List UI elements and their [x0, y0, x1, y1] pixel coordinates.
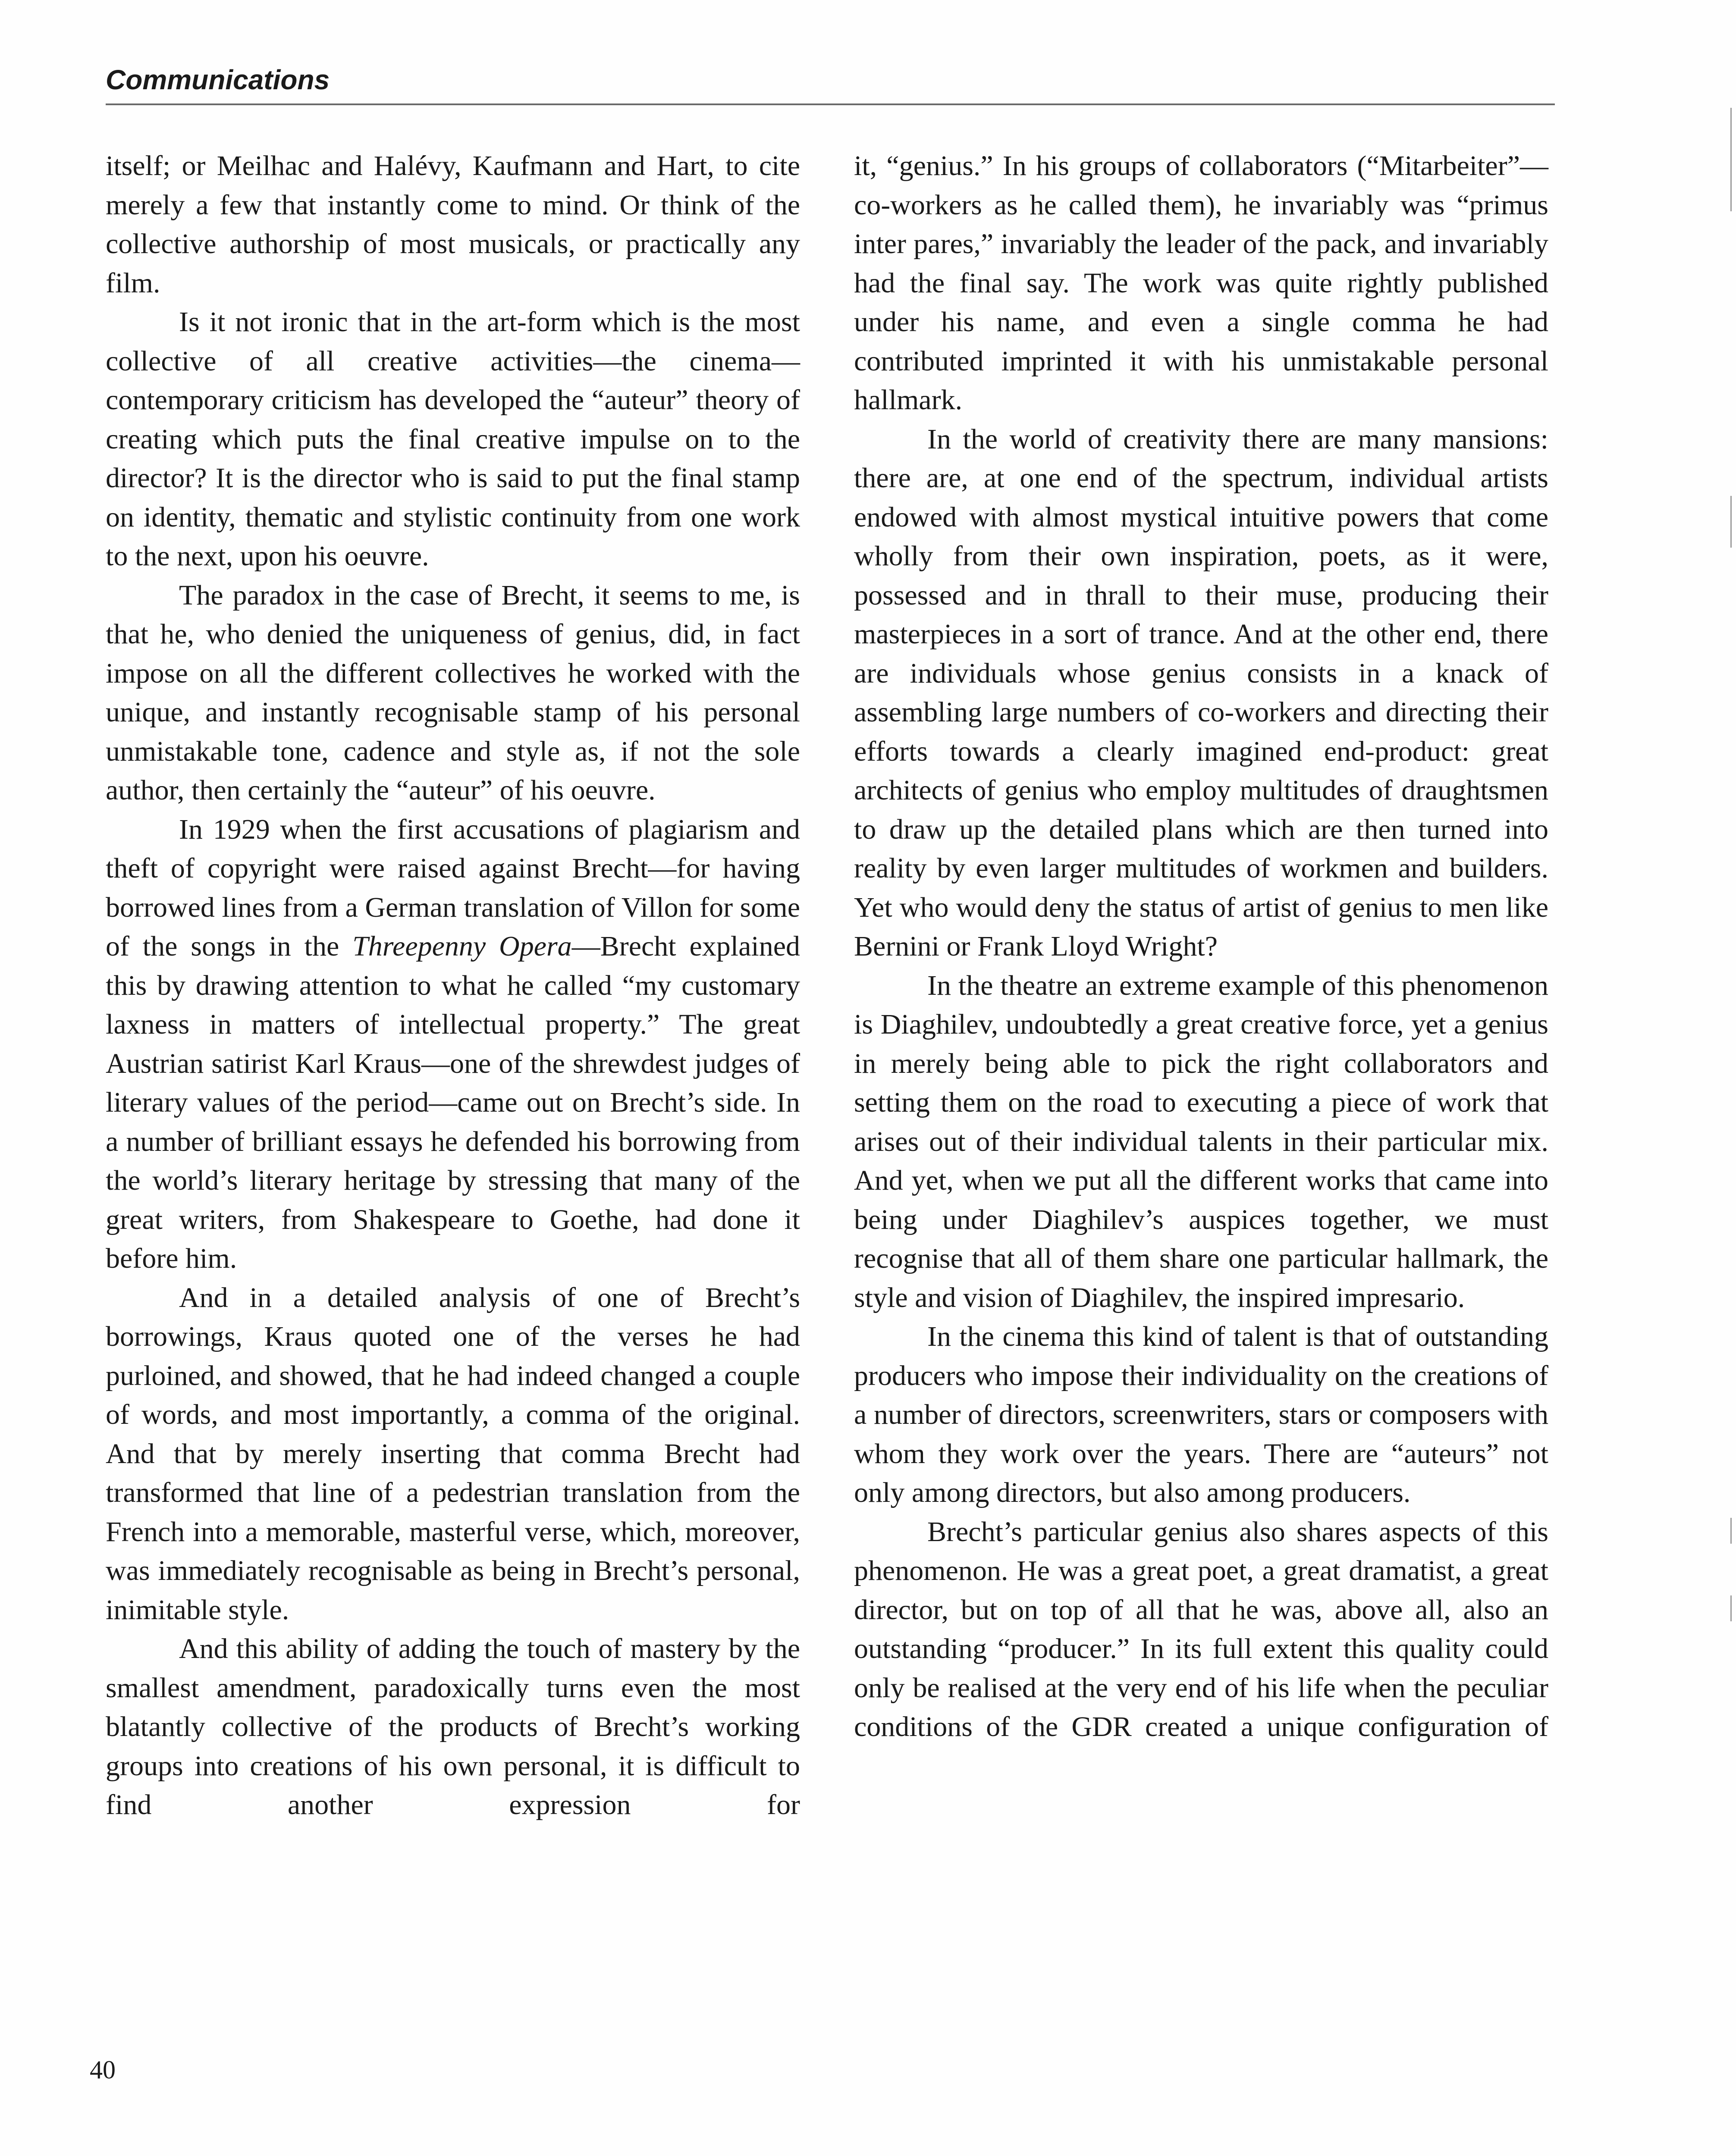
- paragraph-touch-of-mastery: And this ability of adding the touch of mastery by the smallest amendment, paradoxically turns even the most blatantly collective of the products of Brecht’s working groups into creations of his own personal, it is difficult to find another expression for: [106, 1633, 800, 1821]
- scan-edge-mark: [1730, 1518, 1732, 1544]
- paragraph-diaghilev: In the theatre an extreme example of this phenomenon is Diaghilev, undoubtedly a great creative force, yet a genius in merely being able to pick the right collaborators and setting them on the road to executing a piece of work that arises out of their individual talents in their particular mix. And yet, when we put all the different works that came into being under Diaghilev’s auspices together, we must recognise that all of them share one particular hallmark, the style and vision of Diaghilev, the inspired impresario.: [854, 969, 1548, 1313]
- running-head-section-title: Communications: [106, 64, 330, 95]
- page-number: 40: [90, 2056, 116, 2084]
- paragraph-auteur-theory: Is it not ironic that in the art-form which is the most collective of all creative activities—the cinema—contemporary criticism has developed the “auteur” theory of creating which puts the final creative impulse on to the director? It is the director who is said to put the final stamp on identity, thematic and stylistic continuity from one work to the next, upon his oeuvre.: [106, 306, 800, 572]
- scan-edge-mark: [1730, 1595, 1732, 1621]
- header-rule-divider: [106, 103, 1555, 105]
- scan-edge-mark: [1730, 108, 1732, 211]
- paragraph-text-after-title: —Brecht explained this by drawing attention to what he called “my customary laxness in matters of intellectual property.” The great Austrian satirist Karl Kraus—one of the shrewdest judges of literary values of the period—came out on Brecht’s side. In a number of brilliant essays he defended his borrowing from the world’s literary heritage by stressing that many of the great writers, from Shakespeare to Goethe, had done it before him.: [106, 931, 800, 1274]
- right-text-column: [854, 147, 1548, 1747]
- scan-edge-mark: [1730, 496, 1732, 548]
- paragraph-genius-continuation: it, “genius.” In his groups of collaborators (“Mitarbeiter”— co-workers as he called them), he invariably was “primus inter pares,” invariably the leader of the pack, and invariably had the final say. The work was quite rightly published under his name, and even a single comma he had contributed imprinted it with his unmistakable personal hallmark.: [854, 150, 1548, 416]
- paragraph-text-before-title: In 1929 when the first accusations of plagiarism and theft of copyright were raised against Brecht—for having borrowed lines from a German translation of Villon for some of the songs in the: [106, 813, 800, 962]
- paragraph-kraus-analysis: And in a detailed analysis of one of Brecht’s borrowings, Kraus quoted one of the verses he had purloined, and showed, that he had indeed changed a couple of words, and most importantly, a comma of the original. And that by merely inserting that comma Brecht had transformed that line of a pedestrian translation from the French into a memorable, masterful verse, which, moreover, was immediately recognisable as being in Brecht’s personal, inimitable style.: [106, 1282, 800, 1626]
- paragraph-brecht-producer: Brecht’s particular genius also shares aspects of this phenomenon. He was a great poet, a great dramatist, a great director, but on top of all that he was, above all, also an outstanding “producer.” In its full extent this quality could only be realised at the very end of his life when the peculiar conditions of the GDR created a unique configuration of: [854, 1516, 1548, 1742]
- paragraph-world-of-creativity: In the world of creativity there are many mansions: there are, at one end of the spectrum, individual artists endowed with almost mystical intuitive powers that come wholly from their own inspiration, poets, as it were, possessed and in thrall to their muse, producing their masterpieces in a sort of trance. And at the other end, there are individuals whose genius consists in a knack of assembling large numbers of co-workers and directing their efforts towards a clearly imagined end-product: great architects of genius who employ multitudes of draughtsmen to draw up the detailed plans which are then turned into reality by even larger multitudes of workmen and builders. Yet who would deny the status of artist of genius to men like Bernini or Frank Lloyd Wright?: [854, 423, 1548, 962]
- paragraph-plagiarism-1929: [106, 810, 800, 1279]
- left-text-column: [106, 147, 800, 1825]
- work-title-threepenny-opera: Threepenny Opera: [352, 931, 572, 962]
- paragraph-brecht-paradox: The paradox in the case of Brecht, it seems to me, is that he, who denied the uniqueness of genius, did, in fact impose on all the different collectives he worked with the unique, and instantly recognisable stamp of his personal unmistakable tone, cadence and style as, if not the sole author, then certainly the “auteur” of his oeuvre.: [106, 579, 800, 806]
- paragraph-cinema-producers: In the cinema this kind of talent is that of outstanding producers who impose their individuality on the creations of a number of directors, screenwriters, stars or composers with whom they work over the years. There are “auteurs” not only among directors, but also among producers.: [854, 1321, 1548, 1508]
- paragraph-continuation: itself; or Meilhac and Halévy, Kaufmann and Hart, to cite merely a few that instantly come to mind. Or think of the collective authorship of most musicals, or practically any film.: [106, 150, 800, 299]
